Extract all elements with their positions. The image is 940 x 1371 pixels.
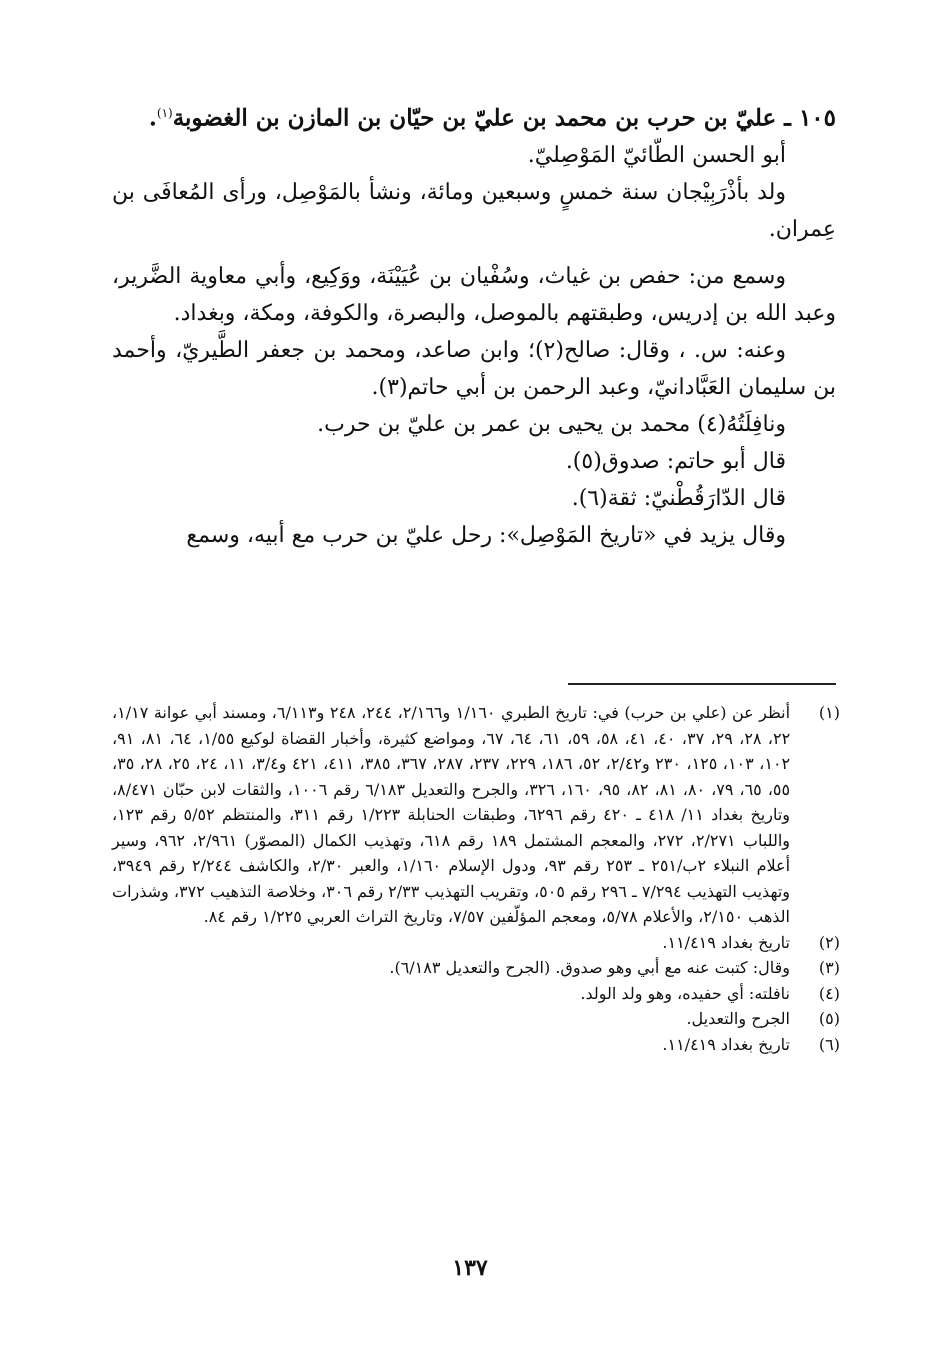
- entry-heading: ١٠٥ ـ عليّ بن حرب بن محمد بن عليّ بن حيّان بن المازن بن الغضوبة$^{(١)}$.: [148, 104, 836, 132]
- entry-paragraph: وسمع من: حفص بن غياث، وسُفْيان بن عُيَيْنَة، ووَكِيع، وأبي معاوية الضَّرير، وعبد الله بن إدريس، وطبقتهم بالموصل، والبصرة، والكوفة، ومكة، وبغداد.: [112, 263, 836, 326]
- footnote-text: الجرح والتعديل.: [686, 1009, 790, 1028]
- footnote-text: وقال: كتبت عنه مع أبي وهو صدوق. (الجرح والتعديل ٦/١٨٣).: [389, 958, 790, 977]
- footnote: [112, 1006, 840, 1032]
- entry-paragraph: قال الدّارَقُطْنيّ: ثقة(٦).: [571, 485, 786, 511]
- footnote-text: تاريخ بغداد ١١/٤١٩.: [662, 932, 790, 952]
- footnote-number: (٤): [818, 983, 840, 1003]
- footnotes: [112, 700, 840, 1057]
- footnote-text: نافلته: أي حفيده، وهو ولد الولد.: [580, 983, 790, 1003]
- footnote-number: (٦): [818, 1034, 840, 1054]
- page-number: ١٣٧: [452, 1255, 488, 1281]
- footnote: [112, 700, 840, 930]
- biography-entry: [112, 95, 836, 554]
- footnote-number: (٣): [818, 958, 840, 977]
- entry-paragraph: ولد بأذْرَبِيْجان سنة خمسٍ وسبعين ومائة، ونشأ بالمَوْصِل، ورأى المُعافَى بن عِمران.: [112, 179, 836, 242]
- footnote: [112, 1032, 840, 1058]
- entry-paragraph: قال أبو حاتم: صدوق(٥).: [565, 448, 786, 474]
- footnote-number: (١): [818, 703, 840, 722]
- footnote: [112, 981, 840, 1007]
- footnote-divider: [568, 683, 836, 685]
- entry-paragraph: وقال يزيد في «تاريخ المَوْصِل»: رحل عليّ بن حرب مع أبيه، وسمع: [186, 522, 786, 548]
- footnote-number: (٢): [818, 932, 840, 952]
- entry-paragraph: ونافِلَتُهُ(٤) محمد بن يحيى بن عمر بن عليّ بن حرب.: [317, 411, 786, 437]
- footnote-ref: (١): [156, 106, 173, 120]
- footnote: [112, 955, 840, 981]
- footnote-text: تاريخ بغداد ١١/٤١٩.: [662, 1034, 790, 1054]
- entry-paragraph: وعنه: س. ، وقال: صالح(٢)؛ وابن صاعد، ومحمد بن جعفر الطَّيريّ، وأحمد بن سليمان العَبَّادانيّ، وعبد الرحمن بن أبي حاتم(٣).: [112, 337, 836, 400]
- footnote-number: (٥): [818, 1009, 840, 1028]
- entry-paragraph: أبو الحسن الطّائيّ المَوْصِليّ.: [527, 142, 786, 168]
- footnote-text: أنظر عن (علي بن حرب) في: تاريخ الطبري ١/١٦٠ و٢/١٦٦، ٢٤٤، ٢٤٨ و٦/١١٣، ومسند أبي عوانة ١/١٧، ٢٢، ٢٨، ٢٩، ٣٧، ٤٠، ٤١، ٥٨، ٥٩، ٦١، ٦٤، ٦٧، ومواضع كثيرة، وأخبار القضاة لوكيع ١/٥٥، ٦٤، ٨١، ٩١، ١٠٢، ١٠٣، ١٢٥، ٢٣٠ و٢/٤٢، ٥٢، ١٨٦، ٢٢٩، ٢٣٧، ٢٨٧، ٣٦٧، ٣٨٥، ٤١١، ٤٢١ و٣/٤، ١١، ٢٤، ٢٥، ٢٨، ٣٥، ٥٥، ٦٥، ٧٩، ٨٠، ٨١، ٨٢، ٩٥، ١٦٠، ٣٢٦، والجرح والتعديل ٦/١٨٣ رقم ١٠٠٦، والثقات لابن حبّان ٨/٤٧١، وتاريخ بغداد ١١/ ٤١٨ ـ ٤٢٠ رقم ٦٢٩٦، وطبقات الحنابلة ١/٢٢٣ رقم ٣١١، والمنتظم ٥/٥٢ رقم ١٢٣، واللباب ٢/٢٧١، ٢٧٢، والمعجم المشتمل ١٨٩ رقم ٦١٨، وتهذيب الكمال (المصوّر) ٢/٩٦١، ٩٦٢، وسير أعلام النبلاء ٢ب/٢٥١ ـ ٢٥٣ رقم ٩٣، ودول الإسلام ١/١٦٠، والعبر ٢/٣٠، والكاشف ٢/٢٤٤ رقم ٣٩٤٩، وتهذيب التهذيب ٧/٢٩٤ ـ ٢٩٦ رقم ٥٠٥، وتقريب التهذيب ٢/٣٣ رقم ٣٠٦، وخلاصة التذهيب ٣٧٢، وشذرات الذهب ٢/١٥٠، والأعلام ٥/٧٨، ومعجم المؤلّفين ٧/٥٧، وتاريخ التراث العربي ١/٢٢٥ رقم ٨٤.: [112, 703, 791, 926]
- footnote: [112, 930, 840, 956]
- entry-heading-text: ١٠٥ ـ عليّ بن حرب بن محمد بن عليّ بن حيّان بن المازن بن الغضوبة: [172, 104, 836, 132]
